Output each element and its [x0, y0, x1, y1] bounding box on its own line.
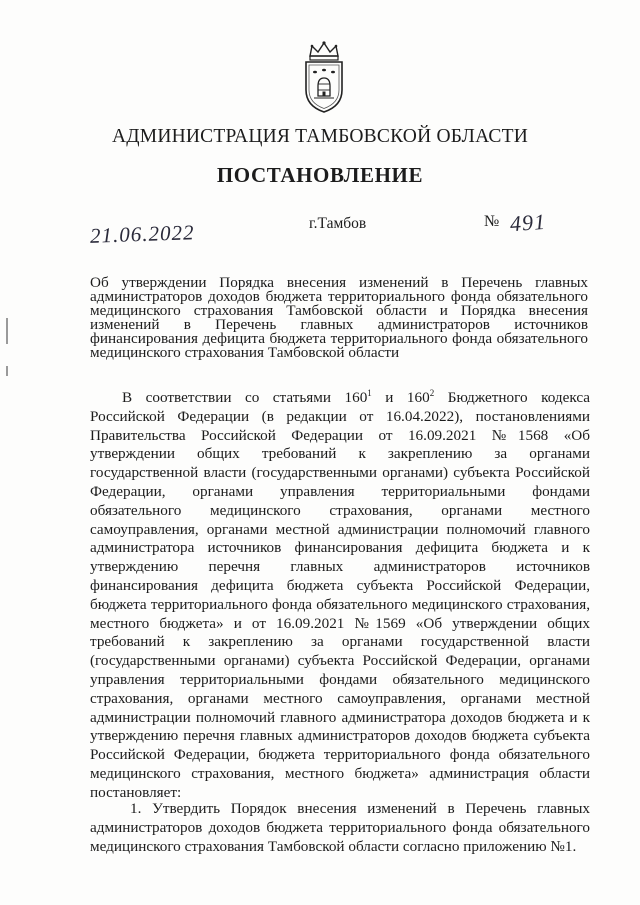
scan-margin-mark	[6, 366, 8, 376]
preamble-text-part-1: В соответствии со статьями 160	[122, 389, 368, 406]
resolution-item-1: 1. Утвердить Порядок внесения изменений в Перечень главных администраторов доходов бюджета территориального фонда обязательного медицинского страхования Тамбовской области согласно приложению №1.	[90, 800, 590, 855]
tambov-coat-of-arms-icon	[298, 40, 350, 116]
handwritten-document-number: 491	[509, 208, 547, 237]
scan-margin-mark	[6, 318, 8, 344]
article-superscript-2: 2	[429, 388, 435, 398]
preamble-paragraph	[90, 389, 590, 803]
preamble-text-part-3: Бюджетного кодекса Российской Федерации (в редакции от 16.04.2022), постановлениями Правительства Российской Федерации от 16.09.2021 №1568 «Об утверждении общих требований к закреплению за органами государственной власти (государственными органами) субъекта Российской Федерации, органами управления территориальными фондами обязательного медицинского страхования, органами местного самоуправления, органами местной администрации полномочий главного администратора источников финансирования дефицита бюджета и к утверждению перечня главных администраторов источников финансирования дефицита бюджета субъекта Российской Федерации, бюджета территориального фонда обязательного медицинского страхования, местного бюджета» и от 16.09.2021 №1569 «Об утверждении общих требований к закреплению за органами государственной власти (государственными органами) субъекта Российской Федерации, органами управления территориальными фондами обязательного медицинского страхования, органами местного самоуправления, органами местной администрации полномочий главного администратора доходов бюджета и к утверждению перечня главных администраторов доходов бюджета субъекта Российской Федерации, бюджета территориального фонда обязательного медицинского страхования, местного бюджета» администрация области постановляет:	[90, 389, 590, 801]
document-subject: Об утверждении Порядка внесения изменений в Перечень главных администраторов доходов бюджета территориального фонда обязательного медицинского страхования Тамбовской области и Порядка внесения изменений в Перечень главных администраторов источников финансирования дефицита бюджета территориального фонда обязательного медицинского страхования Тамбовской области	[90, 274, 588, 361]
document-type-heading: ПОСТАНОВЛЕНИЕ	[216, 163, 424, 187]
preamble-text-part-2: и 160	[371, 389, 430, 406]
handwritten-date: 21.06.2022	[89, 220, 195, 248]
city-name: г.Тамбов	[309, 215, 367, 232]
article-superscript-1: 1	[367, 388, 372, 398]
number-sign: №	[484, 213, 500, 230]
organization-title: АДМИНИСТРАЦИЯ ТАМБОВСКОЙ ОБЛАСТИ	[112, 126, 528, 147]
